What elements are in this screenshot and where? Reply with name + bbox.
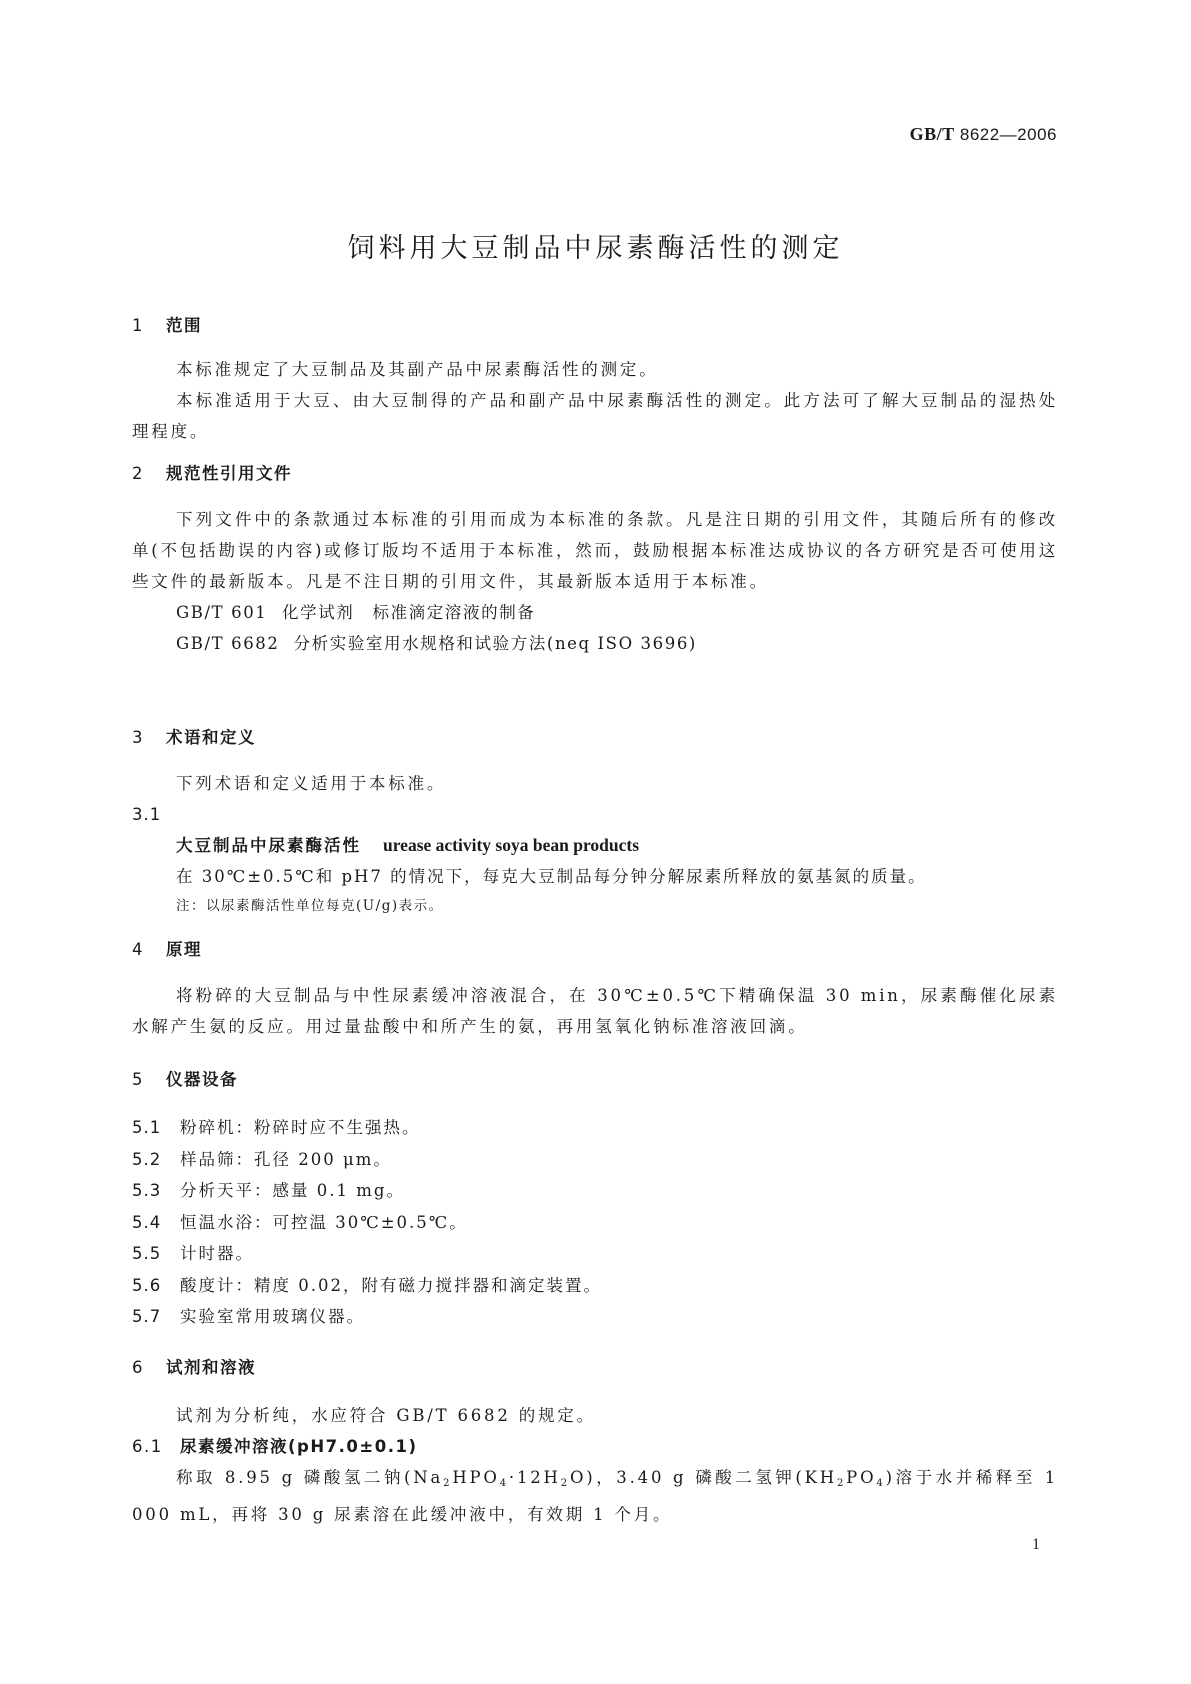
clause-number: 3.1: [132, 805, 162, 824]
subscript: 2: [443, 1478, 453, 1489]
item-number: 5.3: [132, 1181, 162, 1200]
section-principle: [132, 938, 1058, 1042]
section-title: 仪器设备: [166, 1070, 238, 1089]
subscript: 4: [876, 1478, 886, 1489]
section-reagents: [132, 1356, 1058, 1530]
clause-heading: [132, 1431, 1058, 1462]
term-entry: [132, 830, 1058, 861]
subscript: 4: [499, 1478, 509, 1489]
paragraph: 试剂为分析纯，水应符合 GB/T 6682 的规定。: [176, 1406, 596, 1425]
text-run: 称取 8.95 g 磷酸氢二钠(Na: [176, 1468, 444, 1487]
item-text: 恒温水浴：可控温 30℃±0.5℃。: [180, 1212, 468, 1232]
section-title: 术语和定义: [166, 728, 256, 747]
subscript: 2: [560, 1478, 570, 1489]
clause-title: 尿素缓冲溶液(pH7.0±0.1): [180, 1437, 418, 1456]
reference-code: GB/T 601: [176, 603, 268, 622]
clause-number: 6.1: [132, 1437, 163, 1456]
item-text: 实验室常用玻璃仪器。: [180, 1307, 365, 1326]
paragraph-buffer-preparation: [132, 1462, 1058, 1530]
paragraph: 本标准适用于大豆、由大豆制得的产品和副产品中尿素酶活性的测定。此方法可了解大豆制品的湿热处理程度。: [132, 391, 1058, 441]
section-title: 试剂和溶液: [166, 1358, 256, 1377]
section-title: 范围: [166, 316, 202, 335]
apparatus-item: [132, 1207, 1058, 1239]
term-chinese: 大豆制品中尿素酶活性: [176, 836, 361, 855]
standard-prefix: GB/T: [909, 124, 955, 144]
section-title: 规范性引用文件: [166, 464, 292, 483]
text-run: O)，3.40 g 磷酸二氢钾(KH: [569, 1468, 837, 1487]
apparatus-item: [132, 1270, 1058, 1302]
item-text: 样品筛：孔径 200 μm。: [180, 1149, 392, 1169]
reference-title: 分析实验室用水规格和试验方法(neq ISO 3696): [293, 634, 697, 653]
standard-number: 8622—2006: [959, 125, 1057, 144]
note: 注：以尿素酶活性单位每克(U/g)表示。: [176, 898, 444, 914]
item-number: 5.6: [132, 1275, 162, 1295]
apparatus-item: [132, 1175, 1058, 1207]
section-number: 4: [132, 940, 144, 959]
item-number: 5.5: [132, 1244, 162, 1263]
text-run: HPO: [452, 1468, 500, 1487]
apparatus-item: [132, 1112, 1058, 1144]
section-heading: [132, 314, 1058, 338]
section-apparatus: [132, 1068, 1058, 1333]
apparatus-item: [132, 1301, 1058, 1333]
subscript: 2: [837, 1478, 847, 1489]
section-normative-references: [132, 462, 1058, 659]
item-text: 计时器。: [180, 1244, 254, 1263]
page-number: 1: [1032, 1536, 1040, 1553]
reference-item: [132, 597, 1058, 628]
document-title: 饲料用大豆制品中尿素酶活性的测定: [347, 233, 844, 264]
section-heading: [132, 1356, 1058, 1380]
reference-title: 化学试剂 标准滴定溶液的制备: [282, 603, 536, 622]
item-number: 5.4: [132, 1212, 162, 1232]
item-text: 酸度计：精度 0.02，附有磁力搅拌器和滴定装置。: [180, 1275, 602, 1295]
paragraph: 本标准规定了大豆制品及其副产品中尿素酶活性的测定。: [176, 360, 659, 379]
section-number: 1: [132, 316, 144, 335]
section-heading: [132, 726, 1058, 750]
paragraph: 下列文件中的条款通过本标准的引用而成为本标准的条款。凡是注日期的引用文件，其随后所有的修改单(不包括勘误的内容)或修订版均不适用于本标准，然而，鼓励根据本标准达成协议的各方研究是否可使用这些文件的最新版本。凡是不注日期的引用文件，其最新版本适用于本标准。: [132, 510, 1058, 591]
item-number: 5.7: [132, 1307, 162, 1326]
section-number: 6: [132, 1358, 144, 1377]
apparatus-item: [132, 1238, 1058, 1270]
section-heading: [132, 1068, 1058, 1092]
section-number: 2: [132, 464, 144, 483]
section-number: 5: [132, 1070, 144, 1089]
text-run: PO: [846, 1468, 877, 1487]
item-number: 5.2: [132, 1149, 162, 1169]
text-run: ·12H: [508, 1468, 561, 1487]
item-number: 5.1: [132, 1118, 162, 1137]
section-title: 原理: [166, 940, 202, 959]
item-text: 粉碎机：粉碎时应不生强热。: [180, 1118, 421, 1137]
reference-code: GB/T 6682: [176, 634, 280, 653]
term-english: urease activity soya bean products: [383, 835, 640, 855]
reference-item: [132, 628, 1058, 659]
paragraph: 下列术语和定义适用于本标准。: [176, 774, 447, 793]
text-run: )溶于水并稀释至 1 000 mL，再将 30 g 尿素溶在此缓冲液中，有效期 1 个月。: [132, 1468, 1059, 1524]
standard-code: [910, 124, 1057, 145]
paragraph: 将粉碎的大豆制品与中性尿素缓冲溶液混合，在 30℃±0.5℃下精确保温 30 min，尿素酶催化尿素水解产生氨的反应。用过量盐酸中和所产生的氨，再用氢氧化钠标准溶液回滴。: [132, 986, 1058, 1036]
item-text: 分析天平：感量 0.1 mg。: [180, 1181, 405, 1200]
section-heading: [132, 462, 1058, 486]
section-terms-definitions: [132, 726, 1058, 920]
section-heading: [132, 938, 1058, 962]
section-number: 3: [132, 728, 144, 747]
apparatus-item: [132, 1144, 1058, 1176]
term-definition: 在 30℃±0.5℃和 pH7 的情况下，每克大豆制品每分钟分解尿素所释放的氨基氮的质量。: [176, 867, 927, 886]
section-scope: [132, 314, 1058, 447]
